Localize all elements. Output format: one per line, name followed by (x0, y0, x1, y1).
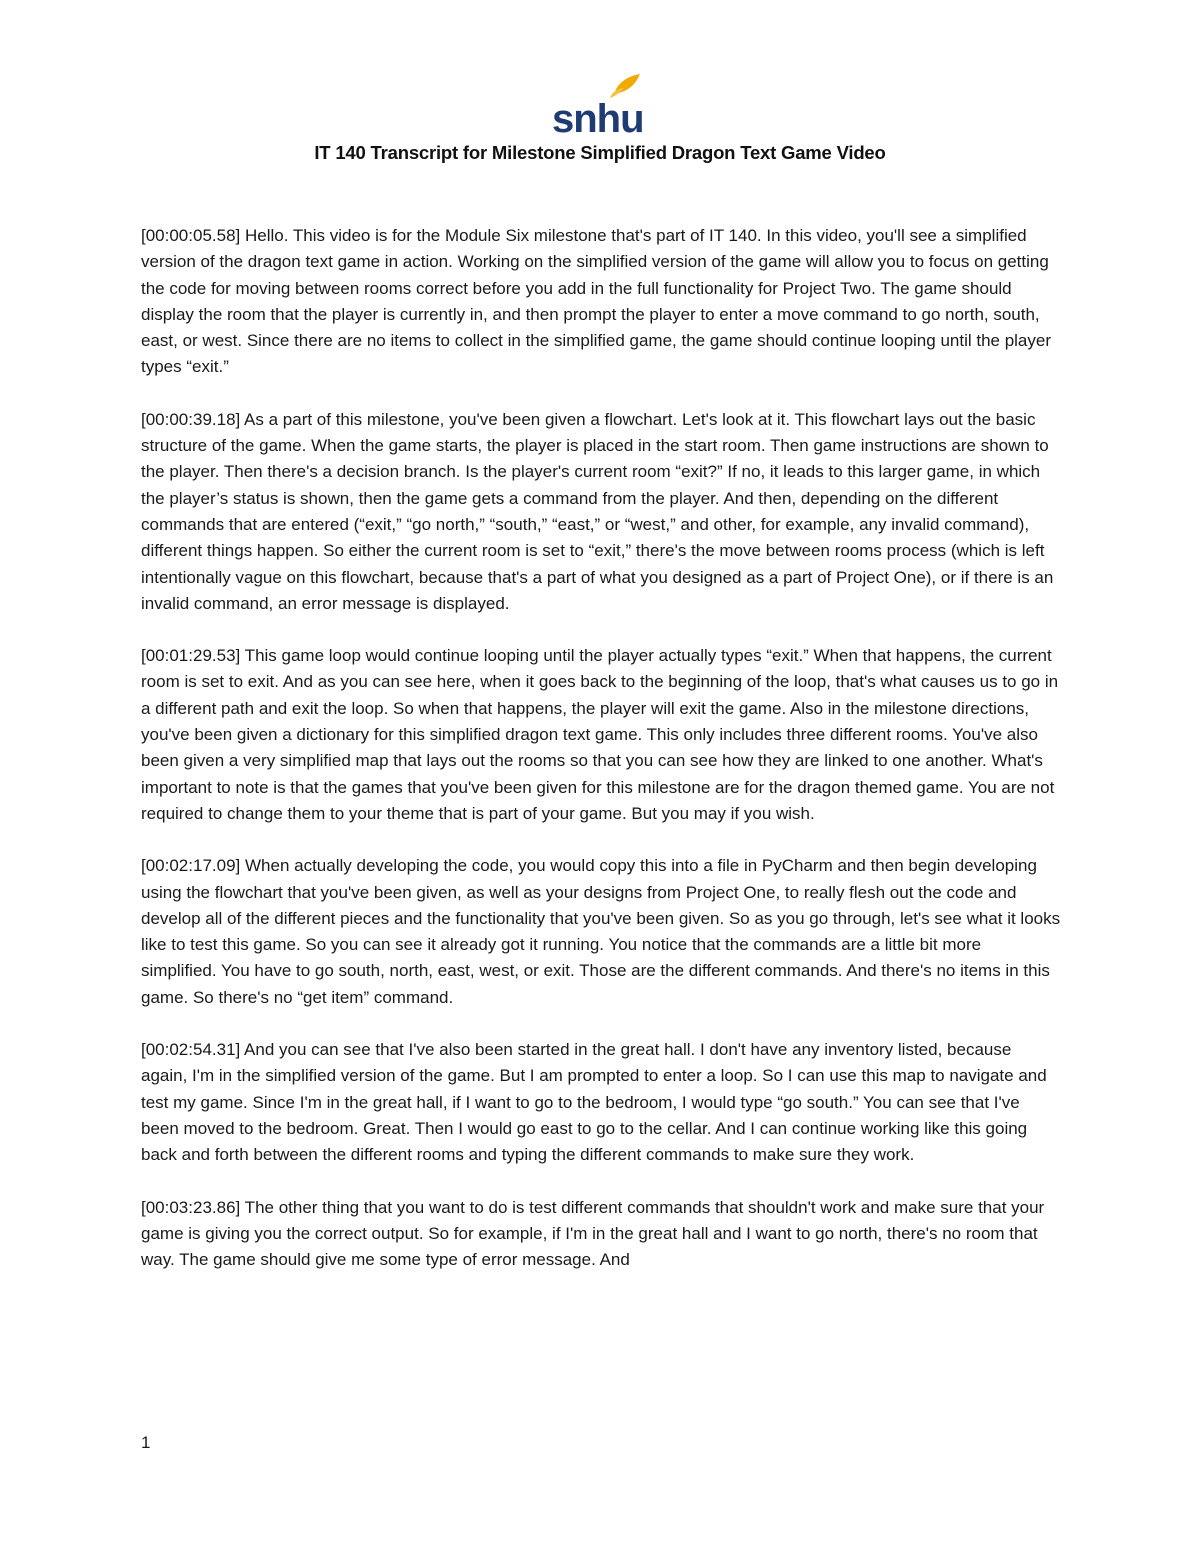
transcript-paragraph (141, 223, 1061, 381)
transcript-paragraph (141, 407, 1061, 617)
paragraph-text: Hello. This video is for the Module Six milestone that's part of IT 140. In this video, you'll see a simplified version of the dragon text game in action. Working on the simplified version of the game will allow you to focus on getting the code for moving between rooms correct before you add in the full functionality for Project Two. The game should display the room that the player is currently in, and then prompt the player to enter a move command to go north, south, east, or west. Since there are no items to collect in the simplified game, the game should continue looping until the player types “exit.” (141, 226, 1052, 377)
page-number: 1 (141, 1433, 151, 1452)
paragraph-text: When actually developing the code, you would copy this into a file in PyCharm and then begin developing using the flowchart that you've been given, as well as your designs from Project One, to really flesh out the code and develop all of the different pieces and the functionality that you've been given. So as you go through, let's see what it looks like to test this game. So you can see it already got it running. You notice that the commands are a little bit more simplified. You have to go south, north, east, west, or exit. Those are the different commands. And there's no items in this game. So there's no “get item” command. (141, 856, 1061, 1007)
paragraph-text: This game loop would continue looping until the player actually types “exit.” When that happens, the current room is set to exit. And as you can see here, when it goes back to the beginning of the loop, that's what causes us to go in a different path and exit the loop. So when that happens, the player will exit the game. Also in the milestone directions, you've been given a dictionary for this simplified dragon text game. This only includes three different rooms. You've also been given a very simplified map that lays out the rooms so that you can see how they are linked to one another. What's important to note is that the games that you've been given for this milestone are for the dragon themed game. You are not required to change them to your theme that is part of your game. But you may if you wish. (141, 646, 1059, 823)
snhu-logo (548, 72, 648, 138)
timestamp: [00:02:54.31] (141, 1040, 241, 1060)
transcript-body (141, 223, 1061, 1299)
document-title: IT 140 Transcript for Milestone Simplified Dragon Text Game Video (314, 142, 886, 163)
timestamp: [00:00:39.18] (141, 409, 241, 429)
timestamp: [00:01:29.53] (141, 646, 241, 666)
paragraph-text: And you can see that I've also been started in the great hall. I don't have any inventory listed, because again, I'm in the simplified version of the game. But I am prompted to enter a loop. So I can use this map to navigate and test my game. Since I'm in the great hall, if I want to go to the bedroom, I would type “go south.” You can see that I've been moved to the bedroom. Great. Then I would go east to go to the cellar. And I can continue working like this going back and forth between the different rooms and typing the different commands to make sure they work. (141, 1040, 1047, 1165)
timestamp: [00:03:23.86] (141, 1197, 241, 1217)
transcript-paragraph (141, 1195, 1061, 1274)
paragraph-text: The other thing that you want to do is test different commands that shouldn't work and make sure that your game is giving you the correct output. So for example, if I'm in the great hall and I want to go north, there's no room that way. The game should give me some type of error message. And (141, 1197, 1045, 1270)
transcript-paragraph (141, 643, 1061, 827)
timestamp: [00:02:17.09] (141, 856, 241, 876)
transcript-paragraph (141, 1037, 1061, 1168)
svg-text:snhu: snhu (552, 97, 644, 138)
timestamp: [00:00:05.58] (141, 226, 241, 245)
transcript-paragraph (141, 853, 1061, 1011)
paragraph-text: As a part of this milestone, you've been given a flowchart. Let's look at it. This flowchart lays out the basic structure of the game. When the game starts, the player is placed in the start room. Then game instructions are shown to the player. Then there's a decision branch. Is the player's current room “exit?” If no, it leads to this larger game, in which the player’s status is shown, then the game gets a command from the player. And then, depending on the different commands that are entered (“exit,” “go north,” “south,” “east,” or “west,” and other, for example, any invalid command), different things happen. So either the current room is set to “exit,” there's the move between rooms process (which is left intentionally vague on this flowchart, because that's a part of what you designed as a part of Project One), or if there is an invalid command, an error message is displayed. (141, 409, 1054, 613)
